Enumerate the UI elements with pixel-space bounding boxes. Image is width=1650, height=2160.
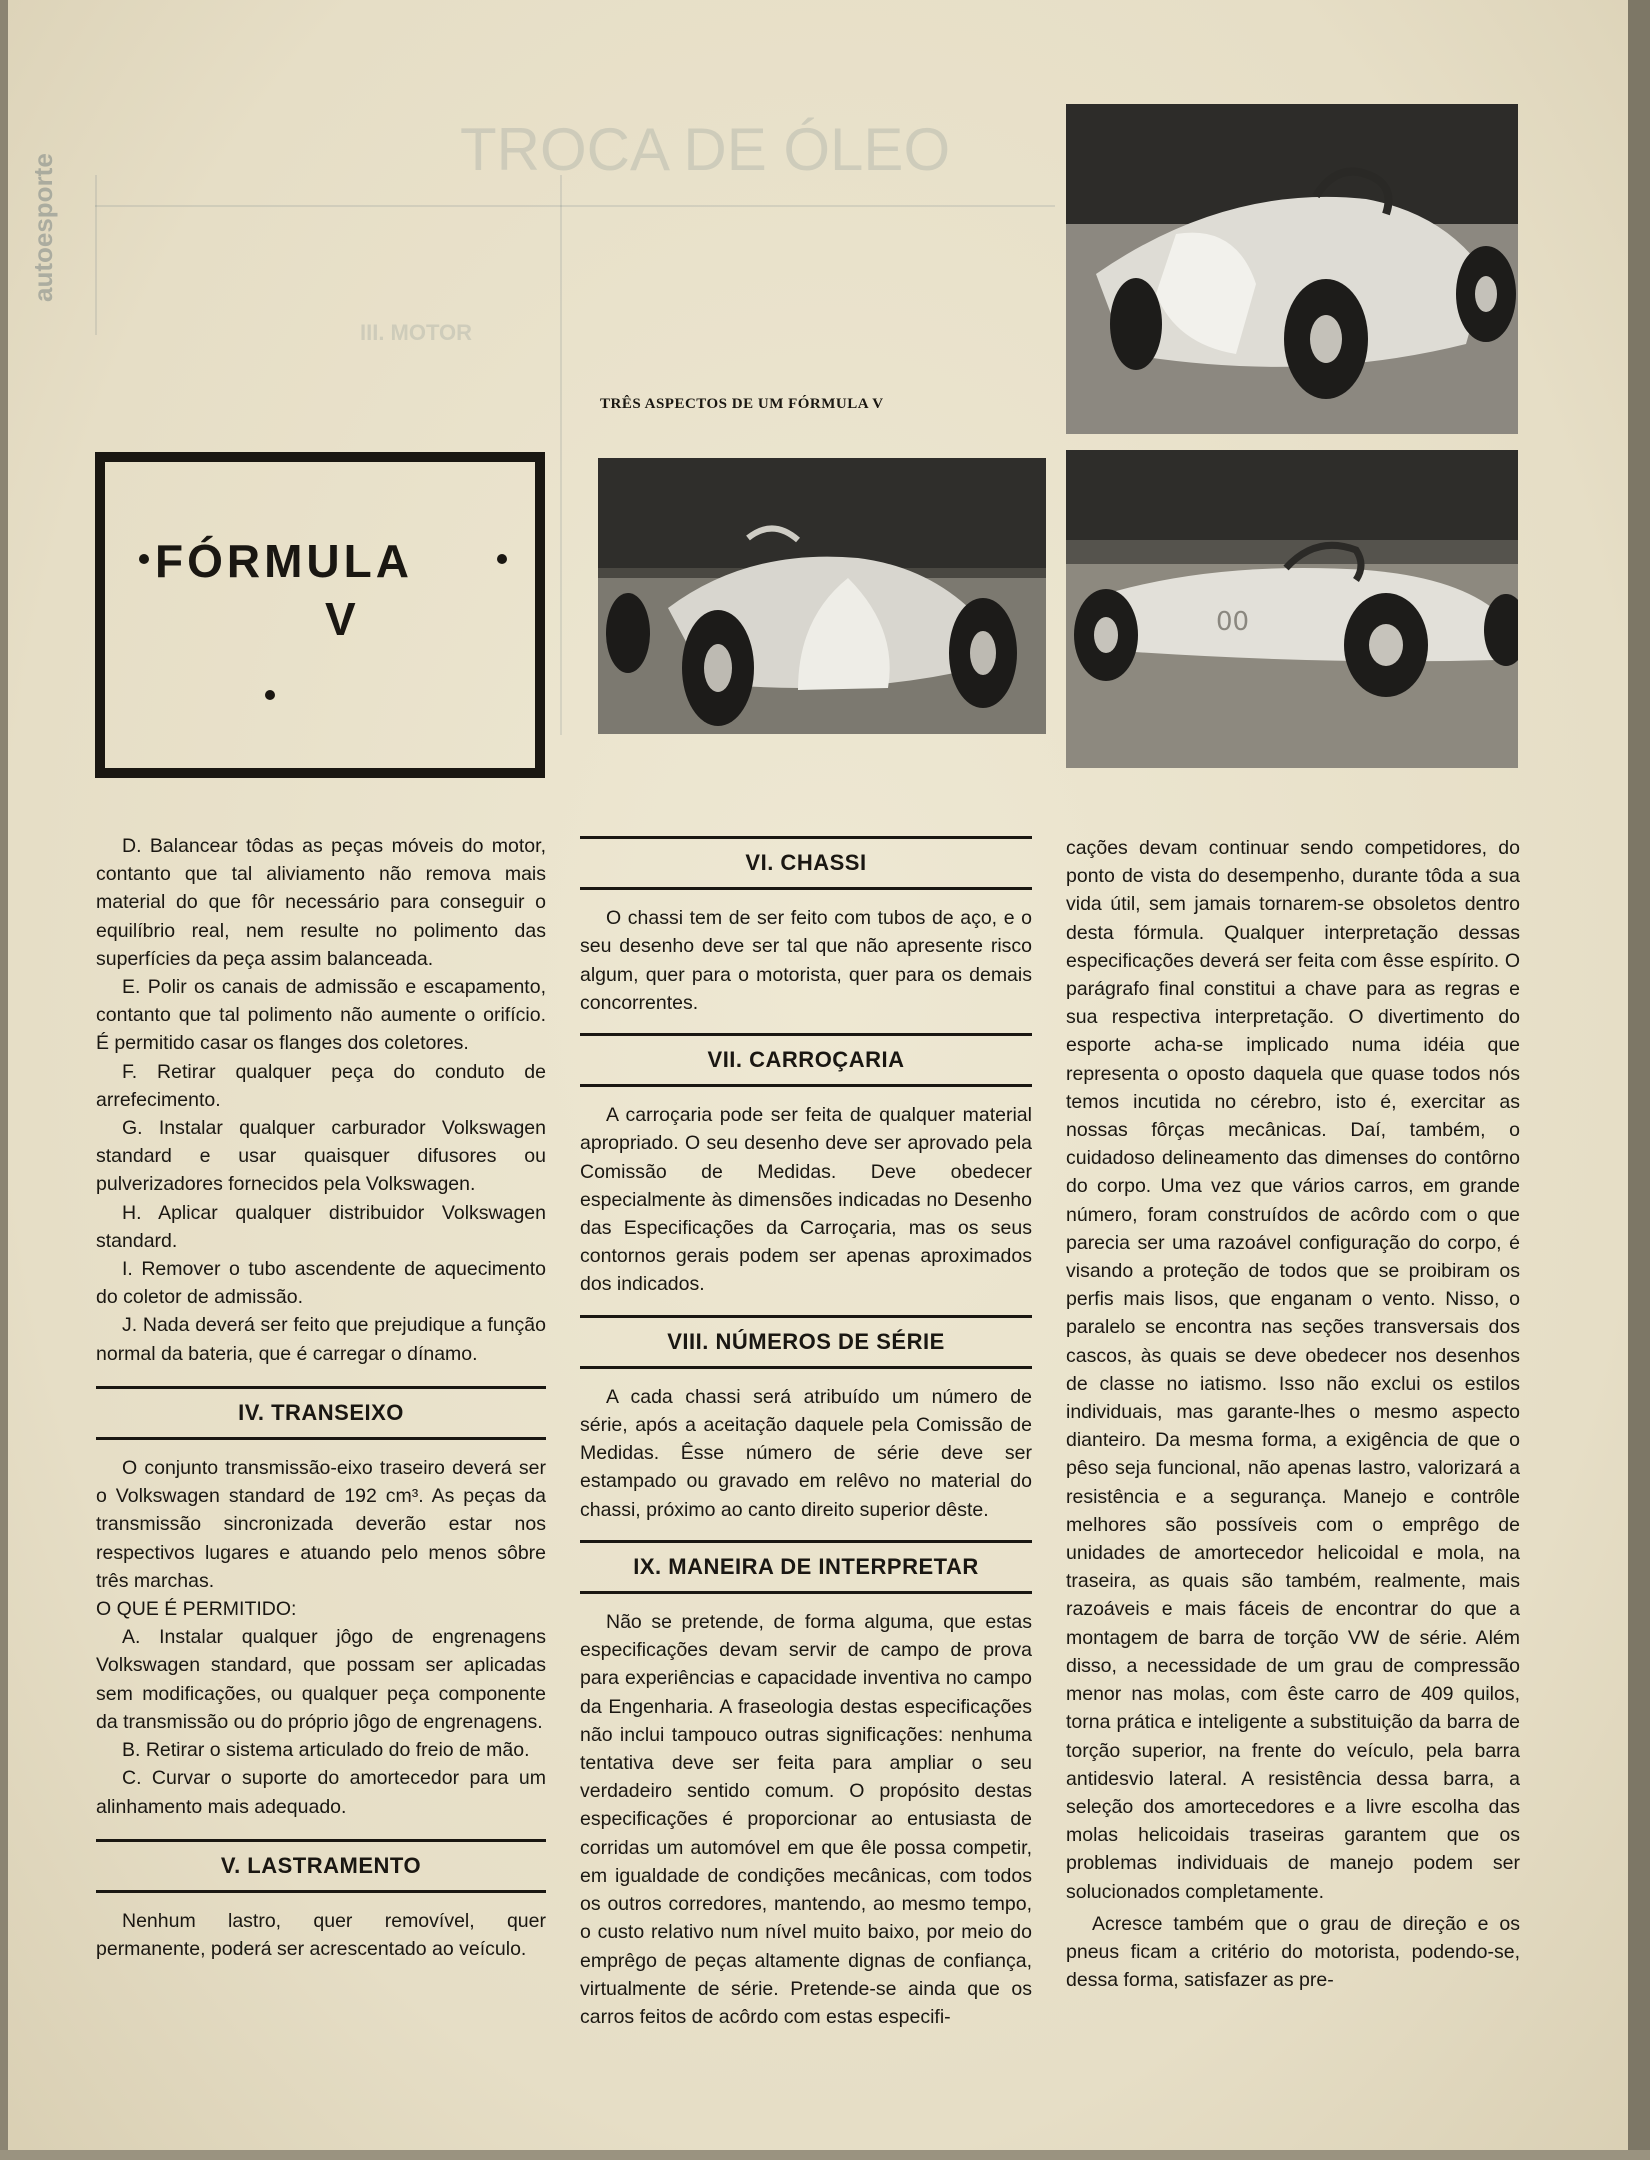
ghost-heading: III. MOTOR: [360, 320, 473, 345]
paragraph: J. Nada deverá ser feito que prejudique a função normal da bateria, que é carregar o dínamo.: [96, 1314, 546, 1365]
section-heading-numeros: VIII. NÚMEROS DE SÉRIE: [580, 1315, 1032, 1369]
section-heading-maneira: IX. MANEIRA DE INTERPRETAR: [580, 1540, 1032, 1594]
paragraph: H. Aplicar qualquer distribuidor Volkswagen standard.: [96, 1201, 546, 1252]
section-heading-carrocaria: VII. CARROÇARIA: [580, 1033, 1032, 1087]
bullet-dot: [497, 554, 507, 564]
car-photo-rear: [1066, 104, 1518, 434]
paragraph: A cada chassi será atribuído um número de série, após a aceitação daquele pela Comissão de Medidas. Êsse número de série deve ser estampado ou gravado em relêvo no material do chassi, próximo ao canto direito superior dêste.: [580, 1385, 1032, 1521]
section-heading-chassi: VI. CHASSI: [580, 836, 1032, 890]
paragraph: cações devam continuar sendo competidores, do ponto de vista do desempenho, durante tôda a sua vida útil, sem jamais tornarem-se obsoletos dentro desta fórmula. Qualquer interpretação dessas especificações deverá ser feita com êsse espírito. O parágrafo final constitui a chave para as regras e sua respectiva interpretação. O divertimento do esporte acha-se implicado numa idéia que representa o oposto daquela que quase todos nós temos incutida no cérebro, isto é, exercitar as nossas fôrças mecânicas. Daí, também, o cuidadoso delineamento das dimenses do contôrno do corpo. Uma vez que vários carros, em grande número, foram construídos de acôrdo com o que parecia ser uma razoável configuração do corpo, é visando a proteção de todos que se proibiram os perfis mais lisos, que enganam o vento. Nisso, o paralelo se encontra nas seções transversais dos cascos, às quais se deve obedecer nos desenhos de classe no iatismo. Isso não exclui os estilos individuais, mas garante-lhes o mesmo aspecto dianteiro. Da mesma forma, a exigência de que o pêso seja funcional, não apenas lastro, valorizará a resistência e a segurança. Manejo e contrôle melhores são possíveis com o emprêgo de unidades de amortecedor helicoidal e mola, na traseira, as quais são também, realmente, mais razoáveis e mais fáceis de encontrar do que a montagem de barra de torção VW de série. Além disso, a necessidade de um grau de compressão menor nas molas, com êste carro de 409 quilos, torna prática e inteligente a substituição da barra de torção superior, na frente do veículo, pela barra antidesvio lateral. A resistência dessa barra, a seleção dos amortecedores e a livre escolha das molas helicoidais traseiras garantem que os problemas individuais de manejo podem ser solucionados completamente.: [1066, 837, 1520, 1903]
paragraph: A carroçaria pode ser feita de qualquer material apropriado. O seu desenho deve ser aprovado pela Comissão de Medidas. Deve obedecer especialmente às dimensões indicadas no Desenho das Especificações da Carroçaria, mas os seus contornos gerais podem ser apenas aproximados dos indicados.: [580, 1104, 1032, 1296]
bullet-dot: [139, 554, 149, 564]
photo-caption: TRÊS ASPECTOS DE UM FÓRMULA V: [600, 396, 884, 412]
paragraph: E. Polir os canais de admissão e escapamento, contanto que tal polimento não aumente o orifício. É permitido casar os flanges dos coletores.: [96, 976, 546, 1055]
paragraph: I. Remover o tubo ascendente de aquecimento do coletor de admissão.: [96, 1258, 546, 1309]
paragraph: Não se pretende, de forma alguma, que estas especificações devam servir de campo de prova para experiências e capacidade inventiva no campo da Engenharia. A fraseologia destas especificações não inclui tampouco outras significações: nenhuma tentativa deve ser feita para ampliar o seu verdadeiro sentido comum. O propósito destas especificações é proporcionar ao entusiasta de corridas um automóvel em que êle possa competir, em igualdade de condições mecânicas, com todos os outros corredores, mantendo, ao mesmo tempo, o custo relativo num nível muito baixo, por meio do emprêgo de peças altamente dignas de confiança, virtualmente de série. Pretende-se ainda que os carros feitos de acôrdo com estas especifi-: [580, 1611, 1032, 2028]
car-front-image: [598, 458, 1046, 734]
right-page-edge: [1628, 0, 1650, 2160]
paragraph: Acresce também que o grau de direção e os pneus ficam a critério do motorista, podendo-se, dessa forma, satisfazer as pre-: [1066, 1912, 1520, 1992]
title-box: [95, 452, 545, 778]
car-side-image: [1066, 450, 1518, 768]
paragraph: A. Instalar qualquer jôgo de engrenagens Volkswagen standard, que possam ser aplicadas sem modificações, ou qualquer peça componente da transmissão ou do próprio jôgo de engrenagens.: [96, 1626, 546, 1733]
ghost-rule: [560, 175, 562, 735]
column-3: [1066, 834, 1520, 1994]
column-1: [96, 832, 546, 1963]
ghost-rule: [95, 205, 1055, 207]
permitted-label: O QUE É PERMITIDO:: [96, 1598, 297, 1621]
title-line-1: FÓRMULA: [155, 535, 413, 587]
ghost-drawing-title: TROCA DE ÓLEO: [460, 116, 951, 183]
car-photo-side: [1066, 450, 1518, 768]
side-tag: autoesporte: [28, 153, 58, 302]
car-photo-front: [598, 458, 1046, 734]
bottom-page-edge: [0, 2150, 1650, 2160]
section-heading-transeixo: IV. TRANSEIXO: [96, 1386, 546, 1440]
paragraph: F. Retirar qualquer peça do conduto de arrefecimento.: [96, 1060, 546, 1111]
paragraph: D. Balancear tôdas as peças móveis do motor, contanto que tal aliviamento não remova mais material do que fôr necessário para conseguir o equilíbrio real, nem resulte no polimento das superfícies da peça assim balanceada.: [96, 835, 546, 970]
paragraph: Nenhum lastro, quer removível, quer permanente, poderá ser acrescentado ao veículo.: [96, 1909, 546, 1961]
ghost-rule: [95, 175, 97, 335]
svg-text:00: 00: [1216, 607, 1250, 637]
paragraph: G. Instalar qualquer carburador Volkswagen standard e usar quaisquer difusores ou pulverizadores fornecidos pela Volkswagen.: [96, 1117, 546, 1196]
paragraph: O conjunto transmissão-eixo traseiro deverá ser o Volkswagen standard de 192 cm³. As peças da transmissão sincronizada deverão estar nos respectivos lugares e atuando pelo menos sôbre três marchas.: [96, 1457, 546, 1592]
column-2: [580, 826, 1032, 2031]
paragraph: C. Curvar o suporte do amortecedor para um alinhamento mais adequado.: [96, 1767, 546, 1818]
paragraph: O chassi tem de ser feito com tubos de aço, e o seu desenho deve ser tal que não apresente risco algum, quer para o motorista, quer para os demais concorrentes.: [580, 907, 1032, 1014]
bullet-dot: [265, 690, 275, 700]
section-heading-lastramento: V. LASTRAMENTO: [96, 1839, 546, 1893]
left-page-edge: [0, 0, 8, 2160]
paragraph: B. Retirar o sistema articulado do freio de mão.: [122, 1739, 530, 1762]
car-rear-image: [1066, 104, 1518, 434]
title-line-2: V: [325, 593, 356, 645]
